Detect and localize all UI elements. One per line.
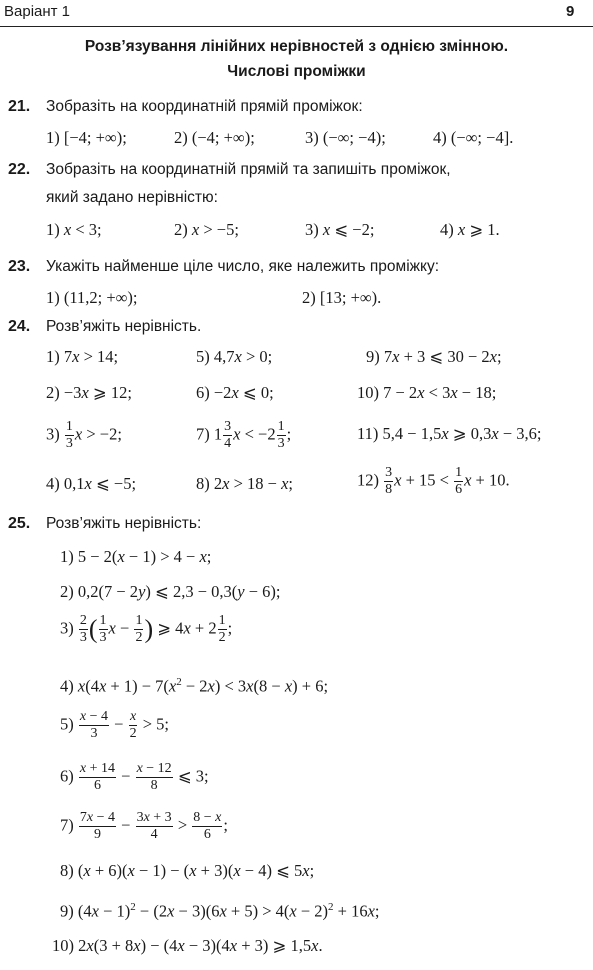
task-24-item-12: 12) $\frac{3}{8}$ x + 15 < $\frac{1}{6}$ x + 10. <box>357 465 510 497</box>
task-25-item-7: 7) $\frac{7x - 4}{9}$ − $\frac{3x + 3}{4}$ > $\frac{8 - x}{6}$ ; <box>60 810 228 842</box>
task-24-item-7: 7) 1 $\frac{3}{4}$ x < −2 $\frac{1}{3}$ ; <box>196 419 292 451</box>
section-subtitle: Числові проміжки <box>227 63 366 80</box>
task-25-item-5: 5) $\frac{x - 4}{3}$ − $\frac{x}{2}$ > 5; <box>60 709 169 741</box>
task-24-item-9: 9) 7x + 3 ⩽ 30 − 2x; <box>366 347 502 366</box>
task-22-item-1: 1) x < 3; <box>46 220 102 239</box>
task-25-item-1: 1) 5 − 2(x − 1) > 4 − x; <box>60 547 212 566</box>
task-23-item-1: 1) (11,2; +∞); <box>46 288 138 307</box>
task-23-number: 23. <box>8 258 31 275</box>
task-25-item-2: 2) 0,2(7 − 2y) ⩽ 2,3 − 0,3(y − 6); <box>60 582 281 601</box>
task-25-item-3: 3) $\frac{2}{3}$ ( $\frac{1}{3}$ x − $\frac{1}{2}$ ) ⩾ 4x + 2 $\frac{1}{2}$ ; <box>60 613 233 645</box>
task-24-text: Розв’яжіть нерівність. <box>46 318 202 335</box>
task-21-item-3: 3) (−∞; −4); <box>305 128 386 147</box>
task-25-item-10: 10) 2x(3 + 8x) − (4x − 3)(4x + 3) ⩾ 1,5x. <box>52 936 323 955</box>
task-24-item-3: 3) $\frac{1}{3}$ x > −2; <box>46 419 122 451</box>
task-21-item-4: 4) (−∞; −4]. <box>433 128 514 147</box>
task-25-item-8: 8) (x + 6)(x − 1) − (x + 3)(x − 4) ⩽ 5x; <box>60 861 315 880</box>
task-25-text: Розв’яжіть нерівність: <box>46 515 202 532</box>
task-22-item-4: 4) x ⩾ 1. <box>440 220 500 239</box>
section-title: Розв’язування лінійних нерівностей з однією змінною. <box>84 38 509 55</box>
task-24-item-1: 1) 7x > 14; <box>46 347 119 366</box>
task-22-text-line2: який задано нерівністю: <box>46 189 218 206</box>
task-24-item-2: 2) −3x ⩾ 12; <box>46 383 132 402</box>
task-23-text: Укажіть найменше ціле число, яке належить проміжку: <box>46 258 440 275</box>
task-21-item-2: 2) (−4; +∞); <box>174 128 255 147</box>
task-25-item-4: 4) $x(4x + 1) - 7(x^2 - 2x) < 3x(8 - x) + 6$; <box>60 676 329 696</box>
task-25-number: 25. <box>8 515 31 532</box>
task-24-item-10: 10) 7 − 2x < 3x − 18; <box>357 383 497 402</box>
task-24-number: 24. <box>8 318 31 335</box>
task-23-item-2: 2) [13; +∞). <box>302 288 382 307</box>
task-24-item-8: 8) 2x > 18 − x; <box>196 474 293 493</box>
page-number: 9 <box>566 3 575 20</box>
task-25-item-9: 9) $(4x - 1)^2 - (2x - 3)(6x + 5) > 4(x - 2)^2 + 16x$; <box>60 901 380 921</box>
task-25-item-6: 6) $\frac{x + 14}{6}$ − $\frac{x - 12}{8}$ ⩽ 3; <box>60 761 209 793</box>
task-21-number: 21. <box>8 98 31 115</box>
task-22-text-line1: Зобразіть на координатній прямій та запишіть проміжок, <box>46 161 451 178</box>
task-21-text: Зобразіть на координатній прямій проміжок: <box>46 98 363 115</box>
task-22-item-3: 3) x ⩽ −2; <box>305 220 375 239</box>
task-24-item-6: 6) −2x ⩽ 0; <box>196 383 274 402</box>
header-rule <box>0 26 593 27</box>
variant-label: Варіант 1 <box>4 3 71 20</box>
task-24-item-5: 5) 4,7x > 0; <box>196 347 273 366</box>
task-24-item-4: 4) 0,1x ⩽ −5; <box>46 474 137 493</box>
task-22-item-2: 2) x > −5; <box>174 220 239 239</box>
task-21-item-1: 1) [−4; +∞); <box>46 128 127 147</box>
task-22-number: 22. <box>8 161 31 178</box>
task-24-item-11: 11) 5,4 − 1,5x ⩾ 0,3x − 3,6; <box>357 424 542 443</box>
